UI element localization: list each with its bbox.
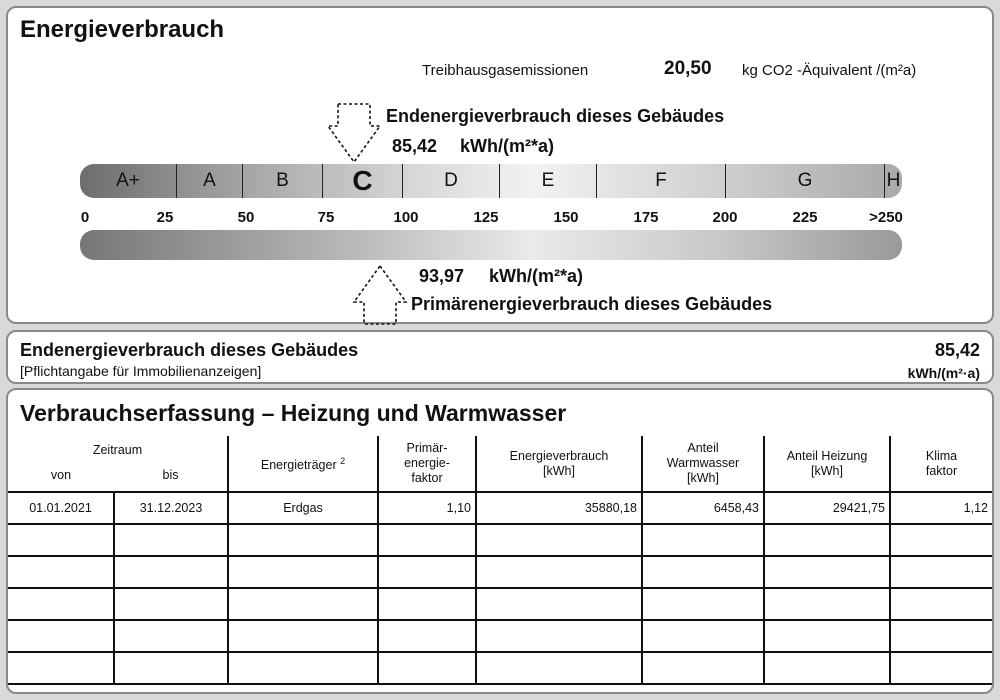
table-row [8, 588, 992, 620]
primary-energy-title: Primärenergieverbrauch dieses Gebäudes [411, 294, 773, 314]
table-cell [642, 556, 764, 588]
section-title-verbrauchserfassung: Verbrauchserfassung – Heizung und Warmwasser [20, 400, 567, 426]
table-cell [476, 556, 642, 588]
table-cell: 01.01.2021 [8, 492, 114, 524]
table-cell [476, 524, 642, 556]
scale-tick-label: 225 [792, 209, 818, 226]
table-cell [378, 524, 476, 556]
ghg-value: 20,50 [664, 58, 712, 79]
table-cell [114, 620, 228, 652]
table-cell: 1,10 [378, 492, 476, 524]
table-cell [378, 620, 476, 652]
final-energy-marker-arrow-icon [324, 100, 384, 166]
header-energietraeger: Energieträger $^2$ [228, 436, 378, 492]
table-cell [764, 556, 890, 588]
table-cell [228, 620, 378, 652]
table-cell [8, 588, 114, 620]
table-cell [228, 588, 378, 620]
summary-value: 85,42 [934, 340, 980, 360]
table-cell [114, 588, 228, 620]
efficiency-class-bar [80, 164, 902, 198]
table-cell [8, 620, 114, 652]
scale-tick-label: 200 [712, 209, 738, 226]
table-cell [8, 524, 114, 556]
table-cell: 1,12 [890, 492, 992, 524]
summary-unit: kWh/(m²·a) [907, 365, 980, 381]
table-cell: 35880,18 [476, 492, 642, 524]
final-energy-unit: kWh/(m²*a) [460, 136, 554, 156]
scale-tick-label: 50 [237, 209, 255, 226]
table-cell [476, 620, 642, 652]
efficiency-class-g: G [726, 164, 885, 198]
primary-energy-unit: kWh/(m²*a) [489, 266, 583, 286]
table-cell [378, 652, 476, 684]
scale-tick-label: 75 [317, 209, 335, 226]
table-cell [476, 652, 642, 684]
table-cell [642, 652, 764, 684]
table-cell [764, 588, 890, 620]
summary-note: [Pflichtangabe für Immobilienanzeigen] [20, 363, 262, 379]
table-cell [228, 652, 378, 684]
table-cell: 31.12.2023 [114, 492, 228, 524]
header-energieverbrauch: Energieverbrauch [kWh] [476, 436, 642, 492]
scale-tick-label: 0 [80, 209, 90, 226]
header-anteil-warmwasser: Anteil Warmwasser [kWh] [642, 436, 764, 492]
efficiency-class-a-plus: A+ [80, 164, 177, 198]
ghg-unit: kg CO2 -Äquivalent /(m²a) [742, 62, 917, 79]
efficiency-class-f: F [597, 164, 726, 198]
table-cell [228, 524, 378, 556]
final-energy-summary-panel [6, 330, 994, 384]
table-cell [890, 588, 992, 620]
consumption-record-panel [6, 388, 994, 694]
table-cell [764, 620, 890, 652]
table-cell [890, 556, 992, 588]
efficiency-class-d: D [403, 164, 500, 198]
ghg-label: Treibhausgasemissionen [422, 62, 589, 79]
table-cell [378, 588, 476, 620]
scale-tick-label: 175 [633, 209, 659, 226]
header-bis: bis [114, 464, 228, 492]
primary-energy-bar [80, 230, 902, 260]
table-cell [764, 652, 890, 684]
efficiency-class-e: E [500, 164, 597, 198]
final-energy-value: 85,42 [392, 136, 438, 156]
primary-energy-marker-arrow-icon [350, 262, 410, 328]
efficiency-class-h: H [886, 170, 901, 191]
energy-scale-panel [6, 6, 994, 324]
final-energy-title: Endenergieverbrauch dieses Gebäudes [386, 106, 725, 126]
scale-tick-label: 25 [156, 209, 174, 226]
table-cell [764, 524, 890, 556]
table-cell [890, 524, 992, 556]
table-cell [8, 556, 114, 588]
table-cell [890, 620, 992, 652]
header-von: von [8, 464, 114, 492]
consumption-table [8, 436, 992, 685]
table-cell [642, 524, 764, 556]
header-primaerenergiefaktor: Primär- energie- faktor [378, 436, 476, 492]
consumption-table-body [8, 492, 992, 684]
table-cell: Erdgas [228, 492, 378, 524]
header-klimafaktor: Klima faktor [890, 436, 992, 492]
efficiency-class-c: C [323, 164, 403, 198]
scale-tick-label: 125 [473, 209, 499, 226]
table-cell [642, 620, 764, 652]
table-cell [114, 524, 228, 556]
table-cell [642, 588, 764, 620]
table-cell [8, 652, 114, 684]
header-anteil-heizung: Anteil Heizung [kWh] [764, 436, 890, 492]
scale-tick-label: 150 [553, 209, 579, 226]
efficiency-class-b: B [243, 164, 323, 198]
summary-title: Endenergieverbrauch dieses Gebäudes [20, 340, 359, 360]
table-row [8, 524, 992, 556]
primary-energy-value: 93,97 [419, 266, 465, 286]
scale-tick-label: 100 [393, 209, 419, 226]
table-cell [114, 652, 228, 684]
section-title-energieverbrauch: Energieverbrauch [20, 16, 225, 43]
header-zeitraum: Zeitraum [8, 436, 228, 464]
table-cell: 6458,43 [642, 492, 764, 524]
table-cell [890, 652, 992, 684]
table-row [8, 652, 992, 684]
table-cell [228, 556, 378, 588]
table-cell [114, 556, 228, 588]
table-row [8, 620, 992, 652]
scale-tick-label: >250 [869, 209, 903, 226]
table-row [8, 492, 992, 524]
table-cell [378, 556, 476, 588]
efficiency-class-a: A [177, 164, 243, 198]
table-cell: 29421,75 [764, 492, 890, 524]
table-row [8, 556, 992, 588]
table-cell [476, 588, 642, 620]
